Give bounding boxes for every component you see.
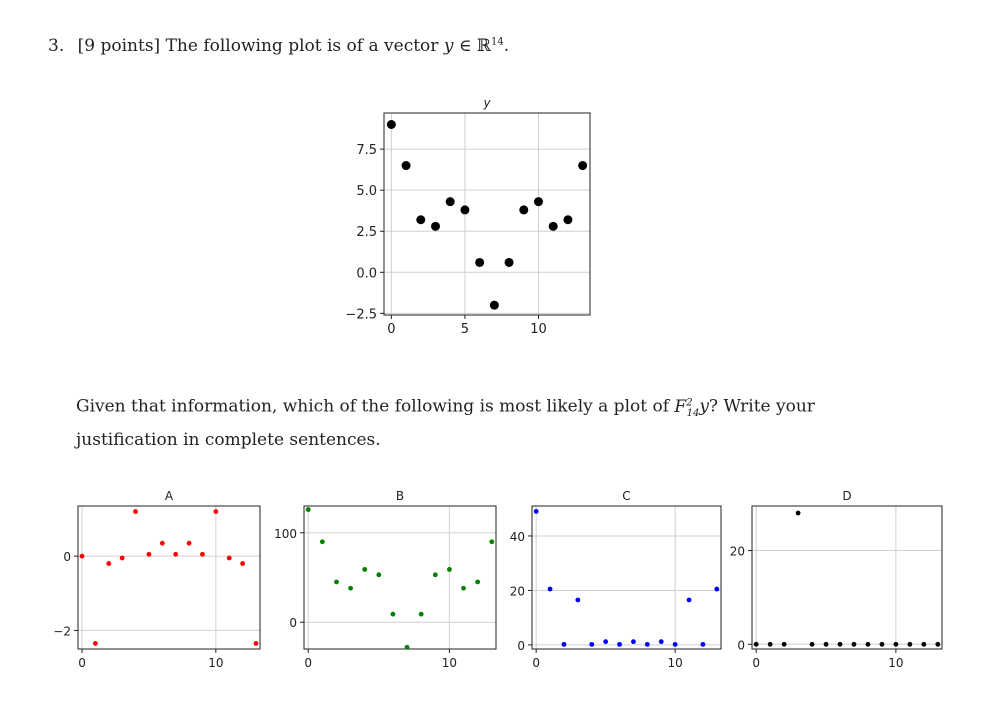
data-point: [548, 587, 553, 592]
data-point: [106, 561, 111, 566]
data-point: [147, 552, 152, 557]
option-c-plot: [478, 478, 683, 683]
data-point: [320, 539, 325, 544]
data-point: [907, 642, 912, 647]
x-tick-label: 10: [667, 656, 683, 670]
in-symbol: ∈: [458, 36, 472, 56]
x-tick-label: 10: [208, 656, 224, 670]
question-period: .: [503, 36, 510, 56]
data-point: [563, 215, 572, 224]
prompt-text: Given that information, which of the following is most likely a plot of: [76, 396, 669, 417]
data-point: [447, 567, 452, 572]
y-tick-label: 7.5: [356, 143, 377, 159]
y-tick-label: 2.5: [356, 225, 377, 241]
data-point: [866, 642, 871, 647]
data-point: [240, 561, 245, 566]
data-point: [227, 556, 232, 561]
data-point: [921, 642, 926, 647]
data-point: [838, 642, 843, 647]
data-point: [505, 258, 514, 267]
x-tick-label: 10: [441, 656, 458, 670]
data-point: [433, 572, 438, 577]
y-tick-label: 0.0: [356, 266, 377, 282]
y-tick-label: 40: [509, 529, 525, 544]
data-point: [334, 580, 339, 585]
data-point: [659, 639, 664, 644]
question-text: The following plot is of a vector: [165, 36, 439, 56]
plot-title: A: [164, 489, 174, 503]
prompt-text-end: ? Write your justification in complete sentences.: [76, 396, 815, 451]
x-tick-label: 0: [304, 656, 313, 670]
vector-variable: y: [443, 36, 454, 56]
data-point: [306, 507, 311, 512]
fourier-operator: $F^2_{14}$: [674, 396, 700, 420]
data-point: [893, 642, 898, 647]
question-points: [9 points]: [77, 36, 161, 56]
data-point: [461, 586, 466, 591]
question-number: 3.: [48, 36, 65, 56]
data-point: [824, 642, 829, 647]
question-prompt: [76, 390, 916, 453]
x-tick-label: 0: [532, 656, 540, 670]
axes-frame: [752, 506, 942, 649]
data-point: [631, 639, 636, 644]
data-point: [673, 642, 678, 647]
data-point: [768, 642, 773, 647]
axes-frame: [78, 506, 260, 649]
data-point: [687, 598, 692, 603]
y-tick-label: −2: [53, 624, 71, 639]
data-point: [387, 120, 396, 129]
data-point: [133, 509, 138, 514]
data-point: [534, 509, 539, 514]
data-point: [93, 641, 98, 646]
data-point: [645, 642, 650, 647]
option-d-plot: [702, 478, 902, 683]
y-tick-label: 5.0: [356, 184, 377, 200]
data-point: [810, 642, 815, 647]
x-tick-label: 10: [888, 656, 904, 670]
y-tick-label: 0: [289, 616, 297, 631]
plot-title: C: [622, 489, 631, 503]
data-point: [589, 642, 594, 647]
data-point: [475, 258, 484, 267]
x-tick-label: 0: [387, 322, 396, 337]
plot-title: y: [483, 96, 491, 110]
axes-frame: [304, 506, 496, 649]
data-point: [880, 642, 885, 647]
data-point: [419, 612, 424, 617]
option-b-plot: [250, 478, 458, 683]
data-point: [80, 554, 85, 559]
data-point: [362, 567, 367, 572]
data-point: [575, 598, 580, 603]
data-point: [603, 639, 608, 644]
y-tick-label: 20: [509, 584, 525, 599]
data-point: [549, 222, 558, 231]
data-point: [348, 586, 353, 591]
data-point: [120, 556, 125, 561]
y-vector-plot: [330, 90, 610, 350]
x-tick-label: 0: [752, 656, 761, 670]
data-point: [213, 509, 218, 514]
data-point: [431, 222, 440, 231]
data-point: [160, 541, 165, 546]
data-point: [200, 552, 205, 557]
data-point: [782, 642, 787, 647]
data-point: [562, 642, 567, 647]
y-tick-label: 100: [274, 526, 297, 541]
data-point: [852, 642, 857, 647]
data-point: [519, 205, 528, 214]
option-a-plot: [40, 478, 224, 683]
question-header: [48, 36, 509, 56]
data-point: [754, 642, 759, 647]
y-tick-label: 20: [729, 544, 745, 559]
data-point: [534, 197, 543, 206]
prompt-variable: y: [699, 396, 709, 417]
data-point: [402, 161, 411, 170]
data-point: [416, 215, 425, 224]
data-point: [796, 511, 801, 516]
data-point: [460, 205, 469, 214]
real-space-symbol: ℝ: [476, 36, 491, 56]
y-tick-label: 0: [517, 638, 525, 653]
data-point: [376, 572, 381, 577]
data-point: [173, 552, 178, 557]
x-tick-label: 0: [78, 656, 86, 670]
data-point: [935, 642, 940, 647]
data-point: [578, 161, 587, 170]
data-point: [405, 645, 410, 650]
data-point: [446, 197, 455, 206]
y-tick-label: −2.5: [345, 307, 377, 323]
axes-frame: [532, 506, 721, 649]
data-point: [391, 612, 396, 617]
y-tick-label: 0: [737, 638, 745, 653]
data-point: [617, 642, 622, 647]
x-tick-label: 5: [460, 322, 470, 337]
plot-title: B: [395, 489, 405, 503]
data-point: [490, 301, 499, 310]
space-exponent: 14: [490, 36, 504, 48]
axes-frame: [384, 113, 590, 315]
y-tick-label: 0: [63, 550, 71, 565]
plot-title: D: [842, 489, 852, 503]
x-tick-label: 10: [530, 322, 547, 337]
data-point: [187, 541, 192, 546]
